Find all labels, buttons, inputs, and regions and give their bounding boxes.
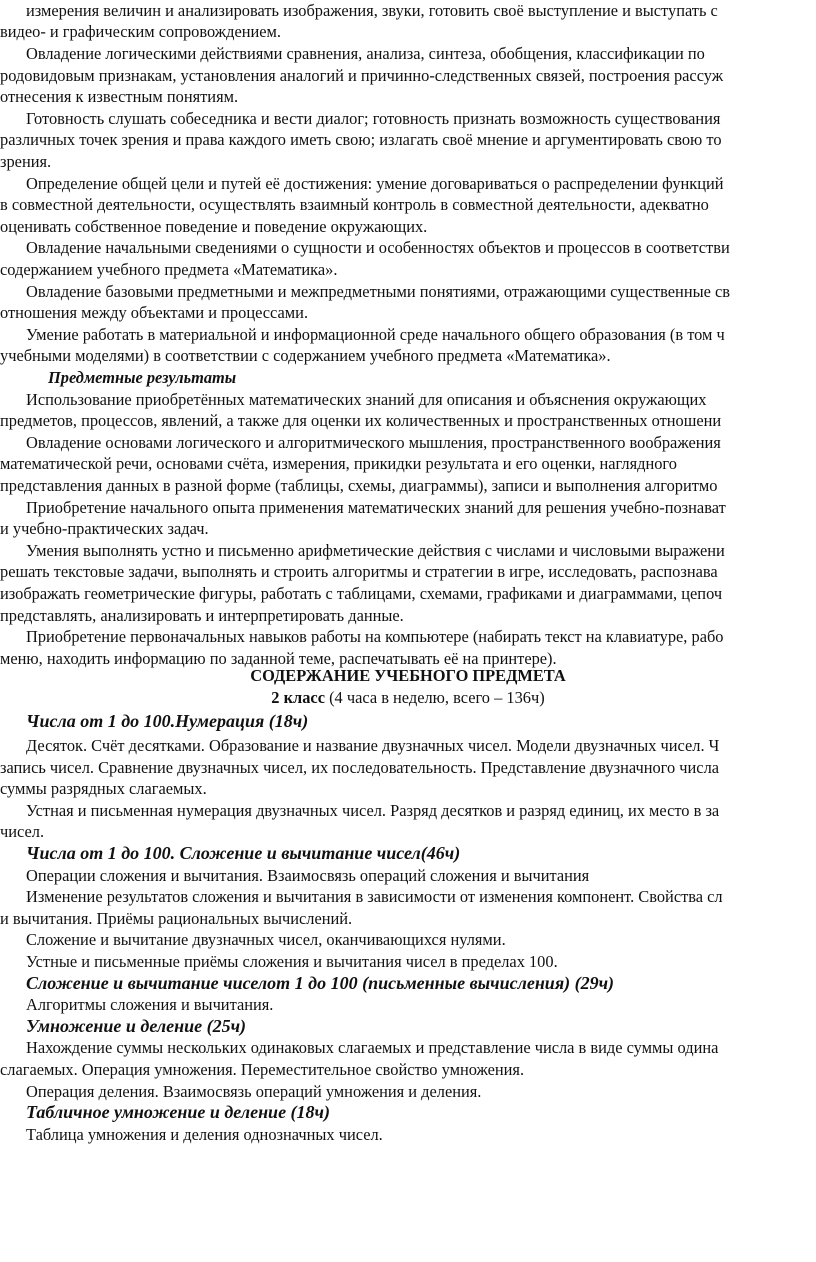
text-line: различных точек зрения и права каждого иметь свою; излагать своё мнение и аргументировать свою то xyxy=(0,130,722,149)
grade-hours: (4 часа в неделю, всего – 136ч) xyxy=(324,688,545,707)
text-line: меню, находить информацию по заданной теме, распечатывать её на принтере). xyxy=(0,649,557,668)
topic-heading: Числа от 1 до 100. Сложение и вычитание чисел(46ч) xyxy=(26,843,461,863)
topic-heading: Сложение и вычитание чиселот 1 до 100 (письменные вычисления) (29ч) xyxy=(26,973,615,993)
text-line: представления данных в разной форме (таблицы, схемы, диаграммы), записи и выполнения алгоритмо xyxy=(0,476,718,495)
section-heading: СОДЕРЖАНИЕ УЧЕБНОГО ПРЕДМЕТА xyxy=(250,666,566,685)
text-line: Изменение результатов сложения и вычитания в зависимости от изменения компонент. Свойства сл xyxy=(26,887,723,906)
text-line: Устная и письменная нумерация двузначных чисел. Разряд десятков и разряд единиц, их место в за xyxy=(26,801,720,820)
text-line: Овладение основами логического и алгоритмического мышления, пространственного воображения xyxy=(26,433,721,452)
text-line: Приобретение первоначальных навыков работы на компьютере (набирать текст на клавиатуре, рабо xyxy=(26,627,724,646)
text-line: Умение работать в материальной и информационной среде начального общего образования (в том ч xyxy=(26,325,725,344)
text-line: Десяток. Счёт десятками. Образование и название двузначных чисел. Модели двузначных чисел. Ч xyxy=(26,736,720,755)
text-line: зрения. xyxy=(0,152,52,171)
grade-label: 2 класс xyxy=(271,688,325,707)
topic-heading: Табличное умножение и деление (18ч) xyxy=(26,1102,330,1122)
section-subheading: Предметные результаты xyxy=(48,368,237,387)
text-line: и учебно-практических задач. xyxy=(0,519,209,538)
text-line: и вычитания. Приёмы рациональных вычислений. xyxy=(0,909,353,928)
text-line: в совместной деятельности, осуществлять взаимный контроль в совместной деятельности, адекватно xyxy=(0,195,709,214)
text-line: запись чисел. Сравнение двузначных чисел, их последовательность. Представление двузначного числа xyxy=(0,758,720,777)
text-line: Алгоритмы сложения и вычитания. xyxy=(26,995,274,1014)
text-line: Овладение начальными сведениями о сущности и особенностях объектов и процессов в соответстви xyxy=(26,238,730,257)
text-line: Умения выполнять устно и письменно арифметические действия с числами и числовыми выражени xyxy=(26,541,725,560)
text-line: оценивать собственное поведение и поведение окружающих. xyxy=(0,217,428,236)
text-line: Операция деления. Взаимосвязь операций умножения и деления. xyxy=(26,1082,482,1101)
text-line: Использование приобретённых математических знаний для описания и объяснения окружающих xyxy=(26,390,707,409)
text-line: чисел. xyxy=(0,822,45,841)
text-line: Нахождение суммы нескольких одинаковых слагаемых и представление числа в виде суммы одина xyxy=(26,1038,719,1057)
text-line: изображать геометрические фигуры, работать с таблицами, схемами, графиками и диаграммами, цепоч xyxy=(0,584,723,603)
text-line: родовидовым признакам, установления аналогий и причинно-следственных связей, построения рассуж xyxy=(0,66,724,85)
text-line: Овладение базовыми предметными и межпредметными понятиями, отражающими существенные св xyxy=(26,282,731,301)
text-line: Устные и письменные приёмы сложения и вычитания чисел в пределах 100. xyxy=(26,952,558,971)
text-line: отношения между объектами и процессами. xyxy=(0,303,309,322)
text-line: Определение общей цели и путей её достижения: умение договариваться о распределении функций xyxy=(26,174,724,193)
text-line: измерения величин и анализировать изображения, звуки, готовить своё выступление и выступать с xyxy=(26,1,718,20)
text-line: видео- и графическим сопровождением. xyxy=(0,22,282,41)
text-line: Операции сложения и вычитания. Взаимосвязь операций сложения и вычитания xyxy=(26,866,590,885)
grade-line xyxy=(0,687,816,708)
topic-heading: Умножение и деление (25ч) xyxy=(26,1016,247,1036)
text-line: предметов, процессов, явлений, а также для оценки их количественных и пространственных отношени xyxy=(0,411,722,430)
topic-heading: Числа от 1 до 100.Нумерация (18ч) xyxy=(26,711,309,731)
text-line: слагаемых. Операция умножения. Переместительное свойство умножения. xyxy=(0,1060,525,1079)
text-line: отнесения к известным понятиям. xyxy=(0,87,239,106)
text-line: Готовность слушать собеседника и вести диалог; готовность признать возможность существования xyxy=(26,109,721,128)
text-line: решать текстовые задачи, выполнять и строить алгоритмы и стратегии в игре, исследовать, распознава xyxy=(0,562,718,581)
text-line: математической речи, основами счёта, измерения, прикидки результата и его оценки, наглядного xyxy=(0,454,677,473)
text-line: Приобретение начального опыта применения математических знаний для решения учебно-познават xyxy=(26,498,726,517)
text-line: Сложение и вычитание двузначных чисел, оканчивающихся нулями. xyxy=(26,930,506,949)
text-line: суммы разрядных слагаемых. xyxy=(0,779,207,798)
text-line: Таблица умножения и деления однозначных чисел. xyxy=(26,1125,383,1144)
text-line: содержанием учебного предмета «Математика». xyxy=(0,260,338,279)
text-line: Овладение логическими действиями сравнения, анализа, синтеза, обобщения, классификации по xyxy=(26,44,705,63)
text-line: представлять, анализировать и интерпретировать данные. xyxy=(0,606,404,625)
text-line: учебными моделями) в соответствии с содержанием учебного предмета «Математика». xyxy=(0,346,611,365)
